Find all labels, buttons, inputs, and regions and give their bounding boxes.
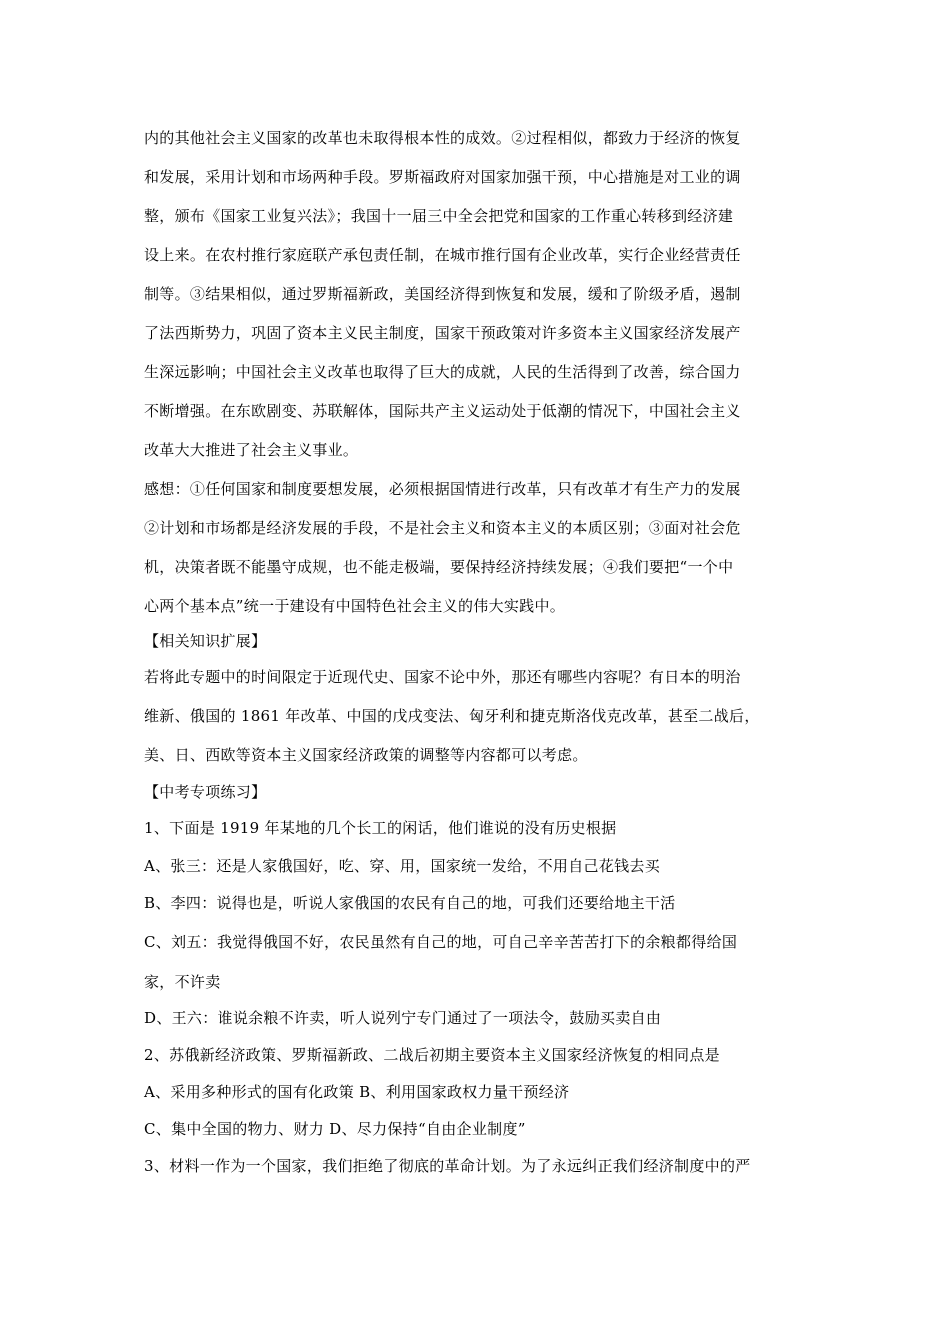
question-line: 2、苏俄新经济政策、罗斯福新政、二战后初期主要资本主义国家经济恢复的相同点是 [144,1046,720,1064]
text-line: 生深远影响；中国社会主义改革也取得了巨大的成就，人民的生活得到了改善，综合国力 [144,363,741,381]
text-line: 内的其他社会主义国家的改革也未取得根本性的成效。②过程相似，都致力于经济的恢复 [144,129,741,147]
text-line: 了法西斯势力，巩固了资本主义民主制度，国家干预政策对许多资本主义国家经济发展产 [144,324,741,342]
text-line: 制等。③结果相似，通过罗斯福新政，美国经济得到恢复和发展，缓和了阶级矛盾，遏制 [144,285,741,303]
text-line: 感想：①任何国家和制度要想发展，必须根据国情进行改革，只有改革才有生产力的发展 [144,480,741,498]
text-line: 和发展，采用计划和市场两种手段。罗斯福政府对国家加强干预，中心措施是对工业的调 [144,168,741,186]
text-line: 维新、俄国的 1861 年改革、中国的戊戌变法、匈牙利和捷克斯洛伐克改革，甚至二战后， [144,707,760,725]
text-line: 机，决策者既不能墨守成规，也不能走极端，要保持经济持续发展；④我们要把“一个中 [144,558,734,576]
text-line: 改革大大推进了社会主义事业。 [144,441,359,459]
text-line: 设上来。在农村推行家庭联产承包责任制，在城市推行国有企业改革，实行企业经营责任 [144,246,741,264]
text-line: 不断增强。在东欧剧变、苏联解体，国际共产主义运动处于低潮的情况下，中国社会主义 [144,402,741,420]
question-line: 1、下面是 1919 年某地的几个长工的闲话，他们谁说的没有历史根据 [144,819,617,837]
text-line: 美、日、西欧等资本主义国家经济政策的调整等内容都可以考虑。 [144,746,588,764]
option-line: C、刘五：我觉得俄国不好，农民虽然有自己的地，可自己辛辛苦苦打下的余粮都得给国 [144,933,738,951]
text-line: 整，颁布《国家工业复兴法》；我国十一届三中全会把党和国家的工作重心转移到经济建 [144,207,734,225]
option-line: B、李四：说得也是，听说人家俄国的农民有自己的地，可我们还要给地主干活 [144,894,676,912]
text-line: ②计划和市场都是经济发展的手段，不是社会主义和资本主义的本质区别；③面对社会危 [144,519,741,537]
text-line: 心两个基本点”统一于建设有中国特色社会主义的伟大实践中。 [144,597,566,615]
option-line: A、采用多种形式的国有化政策 B、利用国家政权力量干预经济 [144,1083,570,1101]
option-line: A、张三：还是人家俄国好，吃、穿、用，国家统一发给，不用自己花钱去买 [144,857,661,875]
option-line: C、集中全国的物力、财力 D、尽力保持“自由企业制度” [144,1120,526,1138]
option-line: D、王六：谁说余粮不许卖，听人说列宁专门通过了一项法令，鼓励买卖自由 [144,1009,662,1027]
section-heading: 【中考专项练习】 [144,783,267,801]
section-heading: 【相关知识扩展】 [144,632,267,650]
text-line: 若将此专题中的时间限定于近现代史、国家不论中外，那还有哪些内容呢？有日本的明治 [144,668,741,686]
option-line: 家，不许卖 [144,973,221,991]
question-line: 3、材料一作为一个国家，我们拒绝了彻底的革命计划。为了永远纠正我们经济制度中的严 [144,1157,751,1175]
